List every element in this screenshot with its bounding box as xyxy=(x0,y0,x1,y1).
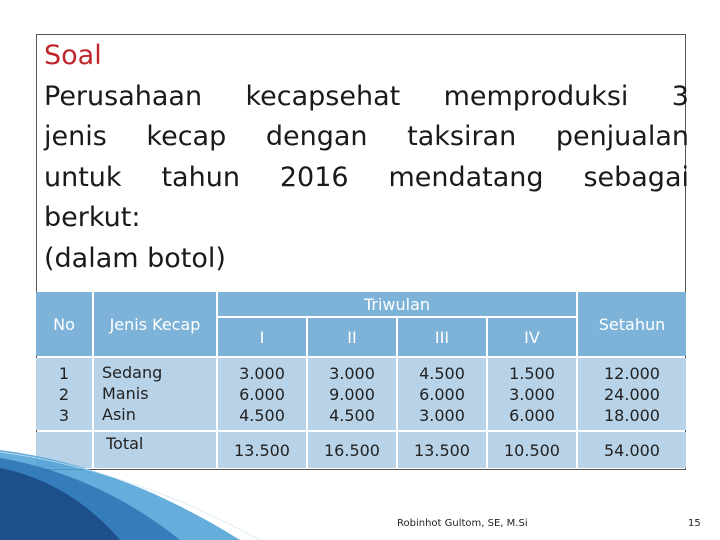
page-number: 15 xyxy=(688,518,701,529)
table-value: 18.000 xyxy=(604,405,660,425)
footer-author: Robinhot Gultom, SE, M.Si xyxy=(397,518,528,529)
paragraph-line-3: untuk tahun 2016 mendatang sebagai xyxy=(44,161,689,193)
total-quarter-3: 13.500 xyxy=(398,432,486,468)
header-quarter-1: I xyxy=(218,318,306,356)
header-quarter-3: III xyxy=(398,318,486,356)
table-value: 6.000 xyxy=(239,384,285,404)
slide-text xyxy=(44,36,689,279)
decorative-swoosh xyxy=(0,450,300,540)
table-value: 12.000 xyxy=(604,363,660,383)
header-triwulan: Triwulan xyxy=(218,292,576,316)
table-value: 4.500 xyxy=(419,363,465,383)
total-quarter-2: 16.500 xyxy=(308,432,396,468)
total-quarter-4: 10.500 xyxy=(488,432,576,468)
paragraph-line-4: berkut: xyxy=(44,202,141,233)
total-quarter-1: 13.500 xyxy=(218,432,306,468)
total-setahun: 54.000 xyxy=(578,432,686,468)
header-no: No xyxy=(36,292,92,356)
table-value: 6.000 xyxy=(509,405,555,425)
row-numbers-cell xyxy=(36,358,92,430)
table-value: 4.500 xyxy=(329,405,375,425)
table-value: 24.000 xyxy=(604,384,660,404)
table-value: 3.000 xyxy=(239,363,285,383)
unit-note: (dalam botol) xyxy=(44,242,226,274)
paragraph-line-1: Perusahaan kecapsehat memproduksi 3 xyxy=(44,80,689,112)
table-value: 3.000 xyxy=(419,405,465,425)
table-value: 3.000 xyxy=(329,363,375,383)
quarter-2-values-cell xyxy=(308,358,396,430)
header-setahun: Setahun xyxy=(578,292,686,356)
setahun-values-cell xyxy=(578,358,686,430)
table-value: 6.000 xyxy=(419,384,465,404)
table-value: 1.500 xyxy=(509,363,555,383)
header-quarter-4: IV xyxy=(488,318,576,356)
slide-heading: Soal xyxy=(44,40,102,71)
header-jenis-kecap: Jenis Kecap xyxy=(94,292,216,356)
total-label: Total xyxy=(94,432,216,468)
row-number: 2 xyxy=(58,384,70,404)
paragraph-line-2: jenis kecap dengan taksiran penjualan xyxy=(44,121,689,152)
quarter-4-values-cell xyxy=(488,358,576,430)
table-value: 4.500 xyxy=(239,405,285,425)
sales-table xyxy=(36,292,686,470)
row-number: 1 xyxy=(58,363,70,383)
table-value: 3.000 xyxy=(509,384,555,404)
row-number: 3 xyxy=(58,405,70,425)
header-quarter-2: II xyxy=(308,318,396,356)
product-name: Sedang xyxy=(102,363,163,382)
product-name: Manis xyxy=(102,384,149,403)
quarter-3-values-cell xyxy=(398,358,486,430)
row-products-cell xyxy=(94,358,216,430)
quarter-1-values-cell xyxy=(218,358,306,430)
product-name: Asin xyxy=(102,405,136,424)
table-value: 9.000 xyxy=(329,384,375,404)
